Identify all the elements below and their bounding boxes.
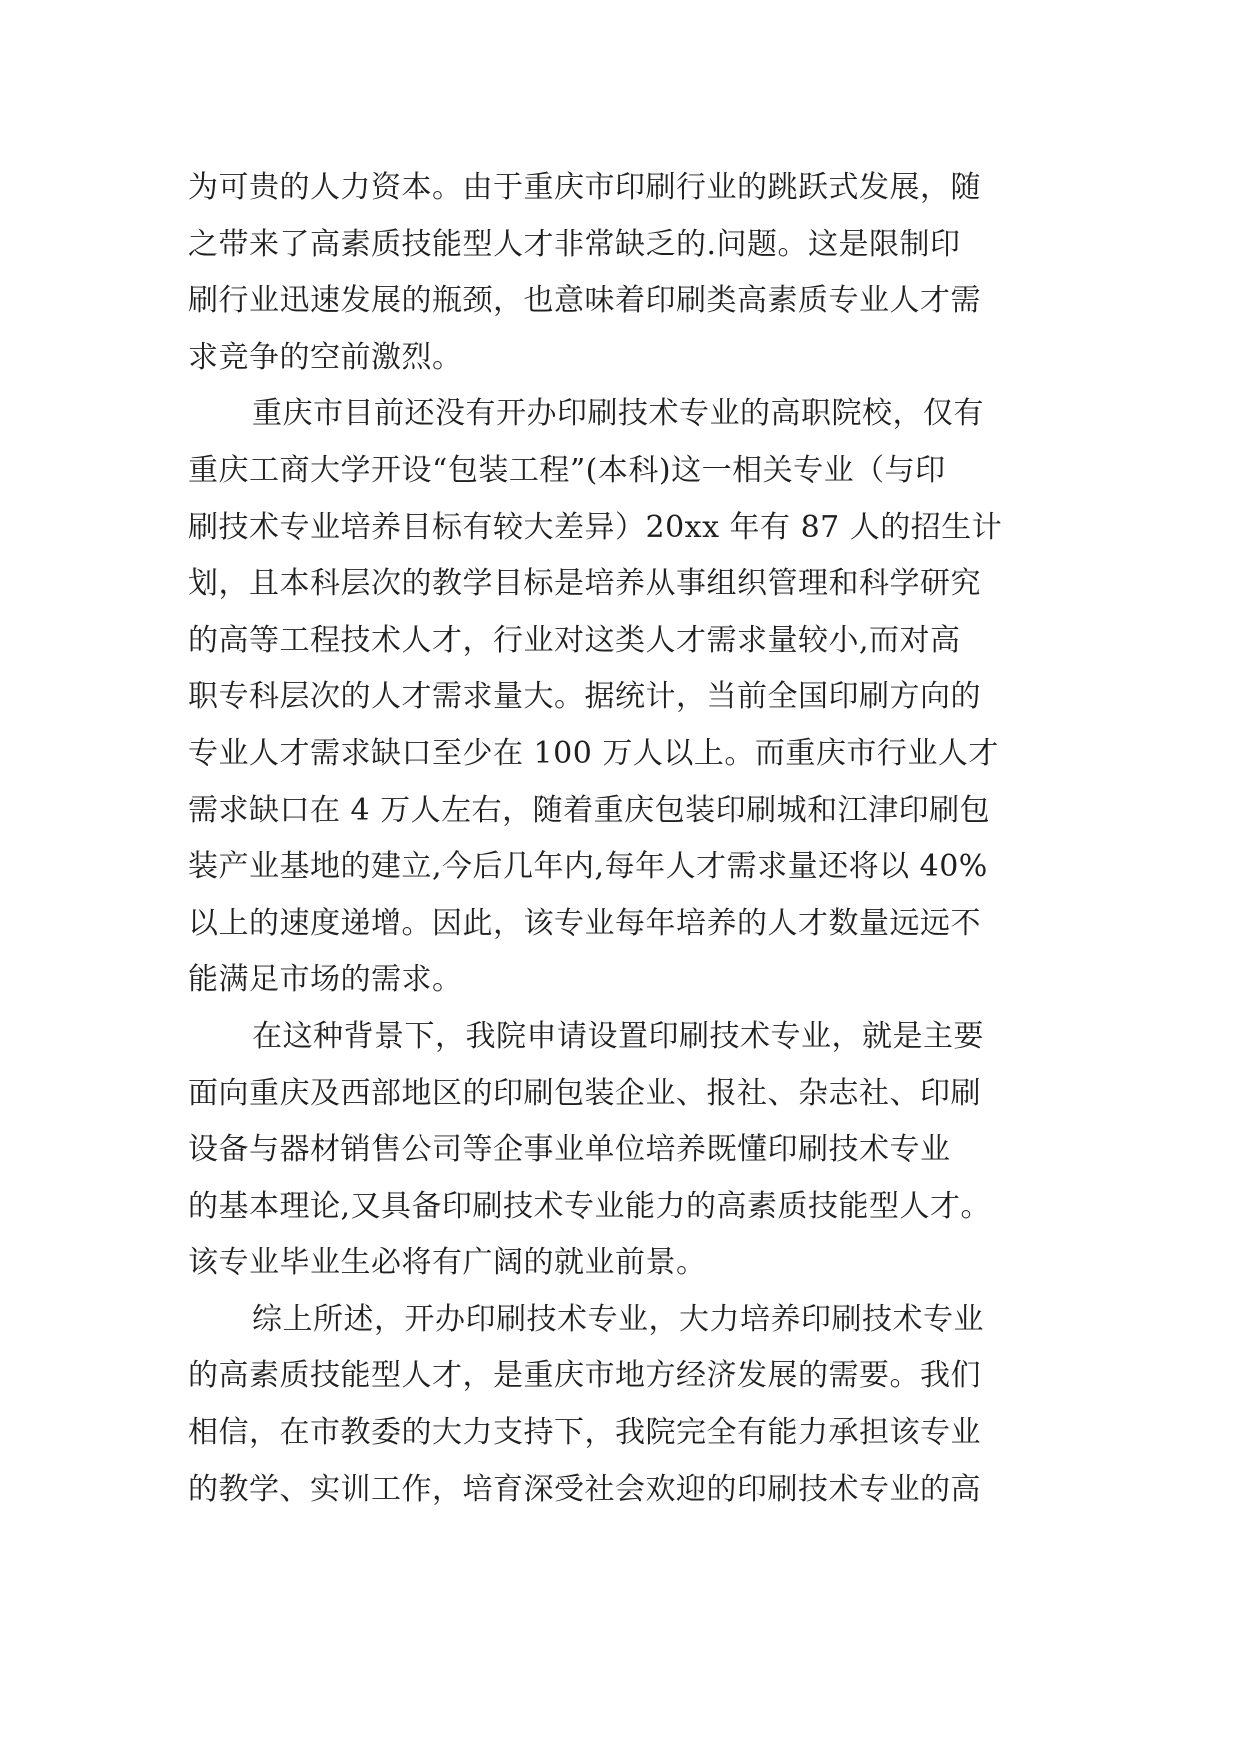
text-line: 职专科层次的人才需求量大。据统计，当前全国印刷方向的 <box>188 679 981 715</box>
text-line: 的高素质技能型人才，是重庆市地方经济发展的需要。我们 <box>188 1358 981 1394</box>
text-line: 之带来了高素质技能型人才非常缺乏的.问题。这是限制印 <box>188 226 961 262</box>
text-line: 需求缺口在 4 万人左右，随着重庆包装印刷城和江津印刷包 <box>188 792 991 828</box>
text-line: 为可贵的人力资本。由于重庆市印刷行业的跳跃式发展，随 <box>188 170 981 205</box>
body-text <box>188 160 1048 1518</box>
text-line: 该专业毕业生必将有广阔的就业前景。 <box>188 1245 707 1281</box>
text-line: 刷技术专业培养目标有较大差异）20xx 年有 87 人的招生计 <box>188 509 1003 545</box>
text-line: 求竞争的空前激烈。 <box>188 339 463 375</box>
text-line: 专业人才需求缺口至少在 100 万人以上。而重庆市行业人才 <box>188 735 999 771</box>
text-line: 刷行业迅速发展的瓶颈，也意味着印刷类高素质专业人才需 <box>188 283 981 319</box>
text-line: 划，且本科层次的教学目标是培养从事组织管理和科学研究 <box>188 566 981 602</box>
paragraph-first-line: 在这种背景下，我院申请设置印刷技术专业，就是主要 <box>252 1018 984 1054</box>
text-line: 面向重庆及西部地区的印刷包装企业、报社、杂志社、印刷 <box>188 1075 981 1111</box>
text-line: 以上的速度递增。因此，该专业每年培养的人才数量远远不 <box>188 905 981 941</box>
text-line: 的基本理论,又具备印刷技术专业能力的高素质技能型人才。 <box>188 1188 992 1224</box>
text-line: 重庆工商大学开设“包装工程”(本科)这一相关专业（与印 <box>188 452 946 488</box>
text-line: 设备与器材销售公司等企事业单位培养既懂印刷技术专业 <box>188 1132 951 1168</box>
text-line: 能满足市场的需求。 <box>188 962 463 998</box>
text-line: 相信，在市教委的大力支持下，我院完全有能力承担该专业 <box>188 1415 981 1451</box>
paragraph-first-line: 综上所述，开办印刷技术专业，大力培养印刷技术专业 <box>252 1301 984 1337</box>
text-line: 的高等工程技术人才，行业对这类人才需求量较小,而对高 <box>188 622 961 658</box>
paragraph-first-line: 重庆市目前还没有开办印刷技术专业的高职院校，仅有 <box>252 396 984 432</box>
text-line: 装产业基地的建立,今后几年内,每年人才需求量还将以 40% <box>188 849 988 885</box>
text-line: 的教学、实训工作，培育深受社会欢迎的印刷技术专业的高 <box>188 1471 981 1507</box>
